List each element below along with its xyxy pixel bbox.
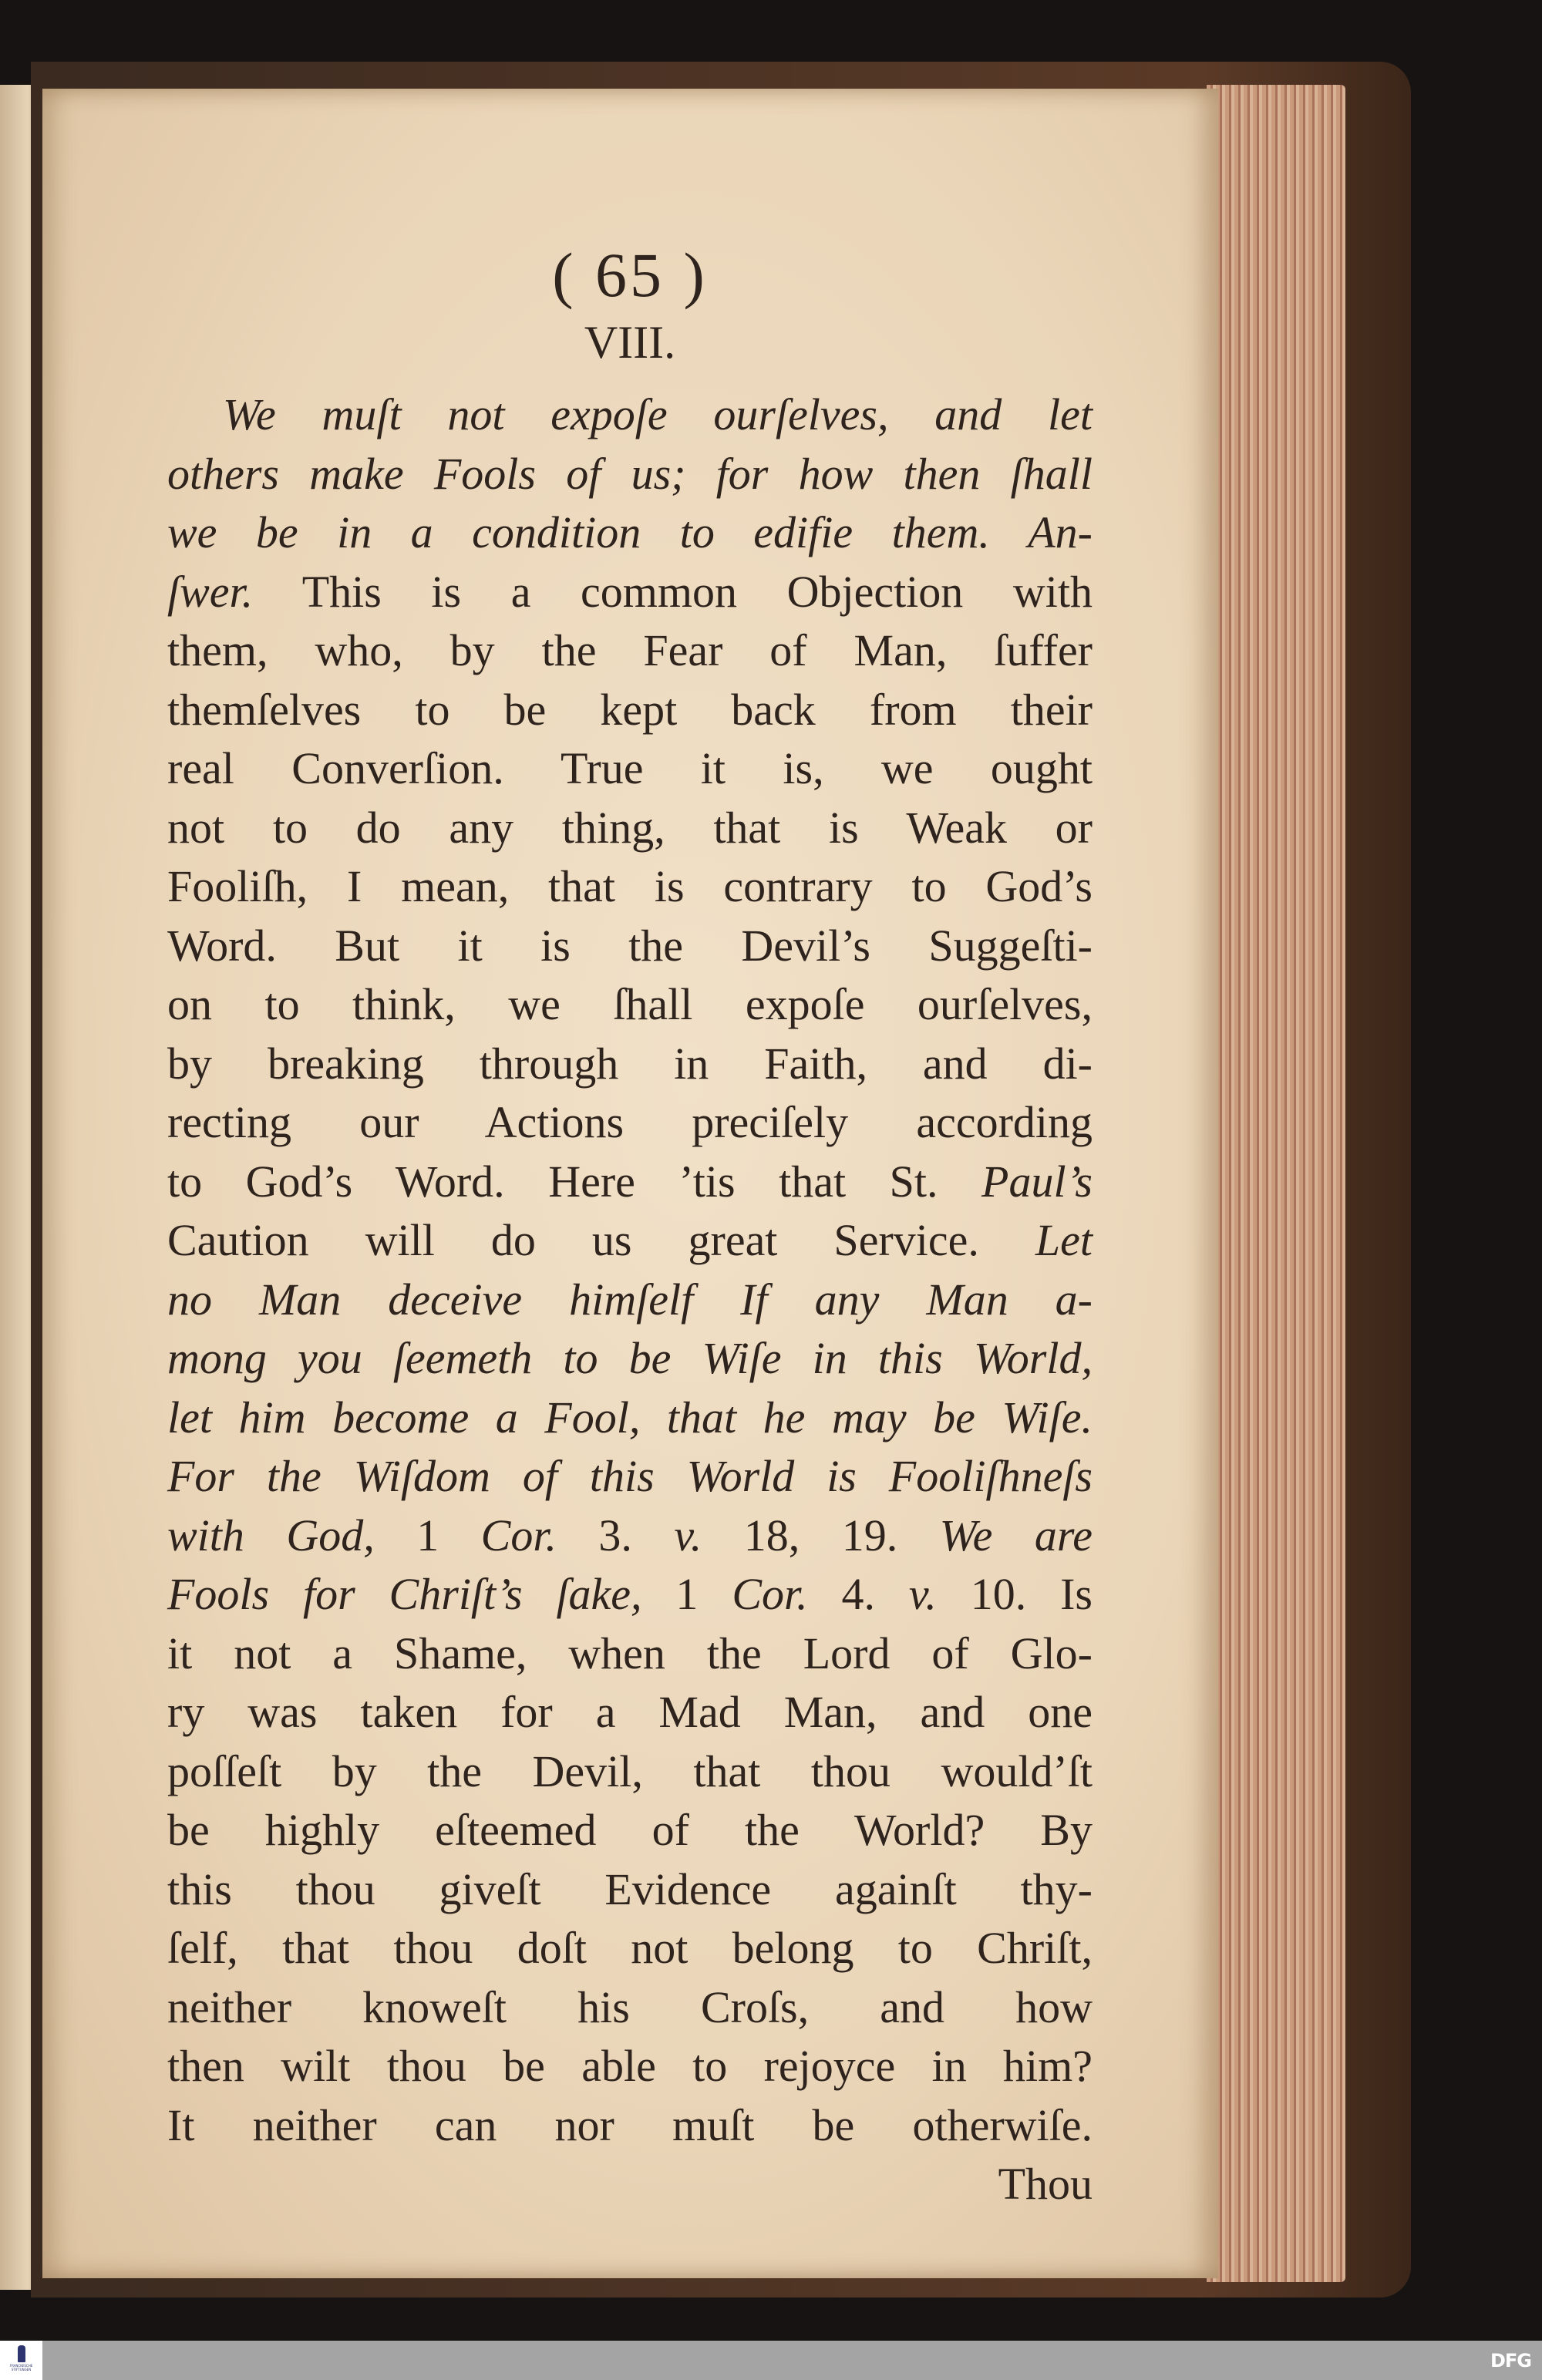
text-line [167, 385, 1093, 445]
text-line [167, 1035, 1093, 1094]
italic-segment: we be in a condition to edifie them. An- [167, 507, 1093, 557]
italic-segment: ſwer. [167, 566, 254, 617]
section-heading: VIII. [584, 317, 676, 368]
roman-segment: ſelf, that thou doſt not belong to Chriſt, [167, 1923, 1093, 1973]
text-line [167, 503, 1093, 563]
text-line [167, 681, 1093, 740]
logo-text: FRANCKESCHE STIFTUNGEN [9, 2364, 33, 2372]
text-line [167, 445, 1093, 504]
roman-segment: ry was taken for a Mad Man, and one [167, 1687, 1093, 1737]
roman-segment: 4. [807, 1569, 909, 1619]
roman-segment: be highly eſteemed of the World? By [167, 1805, 1093, 1855]
roman-segment: 18, 19. [702, 1510, 940, 1560]
italic-segment: Paul’s [981, 1156, 1093, 1207]
text-line [167, 1329, 1093, 1389]
catchword: Thou [998, 2159, 1093, 2209]
italic-segment: others make Fools of us; for how then ſhall [167, 448, 1093, 499]
roman-segment: neither knoweſt his Croſs, and how [167, 1981, 1093, 2032]
italic-segment: with God, [167, 1510, 375, 1560]
text-line [167, 1742, 1093, 1802]
page-fore-edge [1207, 85, 1345, 2282]
roman-segment: then wilt thou be able to rejoyce in him? [167, 2041, 1093, 2091]
roman-segment: poſſeſt by the Devil, that thou would’ſt [167, 1745, 1093, 1796]
text-line [167, 1565, 1093, 1624]
text-line [167, 1389, 1093, 1448]
text-line [167, 1506, 1093, 1566]
text-line [167, 1624, 1093, 1684]
roman-segment: this thou giveſt Evidence againſt thy- [167, 1863, 1093, 1914]
roman-segment: it not a Shame, when the Lord of Glo- [167, 1628, 1093, 1678]
roman-segment: themſelves to be kept back from their [167, 684, 1093, 735]
text-line [167, 2096, 1093, 2156]
italic-segment: v. [908, 1569, 937, 1619]
text-line [167, 2037, 1093, 2096]
roman-segment: to God’s Word. Here ’tis that St. [167, 1156, 982, 1207]
roman-segment: real Converſion. True it is, we ought [167, 743, 1093, 793]
text-line [167, 1801, 1093, 1860]
roman-segment: on to think, we ſhall expoſe ourſelves, [167, 979, 1093, 1029]
body-text [167, 385, 1093, 2214]
viewer-footer [0, 2341, 1542, 2380]
roman-segment: Caution will do us great Service. [167, 1215, 1035, 1265]
roman-segment: 1 [374, 1510, 481, 1560]
text-line [167, 739, 1093, 799]
text-line [167, 857, 1093, 917]
roman-segment: recting our Actions preciſely according [167, 1097, 1093, 1147]
dfg-logo: DFG [1490, 2350, 1531, 2372]
italic-segment: Cor. [480, 1510, 557, 1560]
italic-segment: v. [674, 1510, 702, 1560]
text-line [167, 1447, 1093, 1506]
text-line [167, 917, 1093, 976]
text-line [167, 1211, 1093, 1271]
italic-segment: Fools for Chriſt’s ſake, [167, 1569, 642, 1619]
italic-segment: Let [1035, 1215, 1093, 1265]
text-line [167, 563, 1093, 622]
roman-segment: Fooliſh, I mean, that is contrary to God’s [167, 861, 1093, 911]
institution-logo [0, 2341, 42, 2380]
italic-segment: let him become a Fool, that he may be Wiſe. [167, 1392, 1093, 1442]
text-line [167, 1153, 1093, 1212]
roman-segment: It neither can nor muſt be otherwiſe. [167, 2099, 1093, 2150]
italic-segment: We muſt not expoſe ourſelves, and let [223, 389, 1093, 439]
page-number: ( 65 ) [552, 240, 708, 310]
text-line [167, 799, 1093, 858]
roman-segment: This is a common Objection with [253, 566, 1093, 617]
text-line [167, 1271, 1093, 1330]
italic-segment: no Man deceive himſelf If any Man a- [167, 1274, 1093, 1325]
italic-segment: Cor. [732, 1569, 808, 1619]
logo-figure-icon [18, 2345, 25, 2362]
roman-segment: 10. Is [936, 1569, 1093, 1619]
roman-segment: them, who, by the Fear of Man, ſuffer [167, 625, 1093, 675]
book-page [42, 89, 1218, 2278]
italic-segment: For the Wiſdom of this World is Fooliſhneſs [167, 1451, 1093, 1501]
text-line [167, 1683, 1093, 1742]
roman-segment: by breaking through in Faith, and di- [167, 1038, 1093, 1089]
roman-segment: Word. But it is the Devil’s Suggeſti- [167, 920, 1093, 971]
italic-segment: We are [939, 1510, 1093, 1560]
roman-segment: not to do any thing, that is Weak or [167, 802, 1093, 853]
text-line [167, 1978, 1093, 2038]
text-line [167, 621, 1093, 681]
text-line [167, 1919, 1093, 1978]
roman-segment: 1 [641, 1569, 732, 1619]
italic-segment: mong you ſeemeth to be Wiſe in this World, [167, 1333, 1093, 1383]
text-line [167, 1860, 1093, 1920]
text-line [167, 1093, 1093, 1153]
text-line [167, 975, 1093, 1035]
roman-segment: 3. [556, 1510, 675, 1560]
